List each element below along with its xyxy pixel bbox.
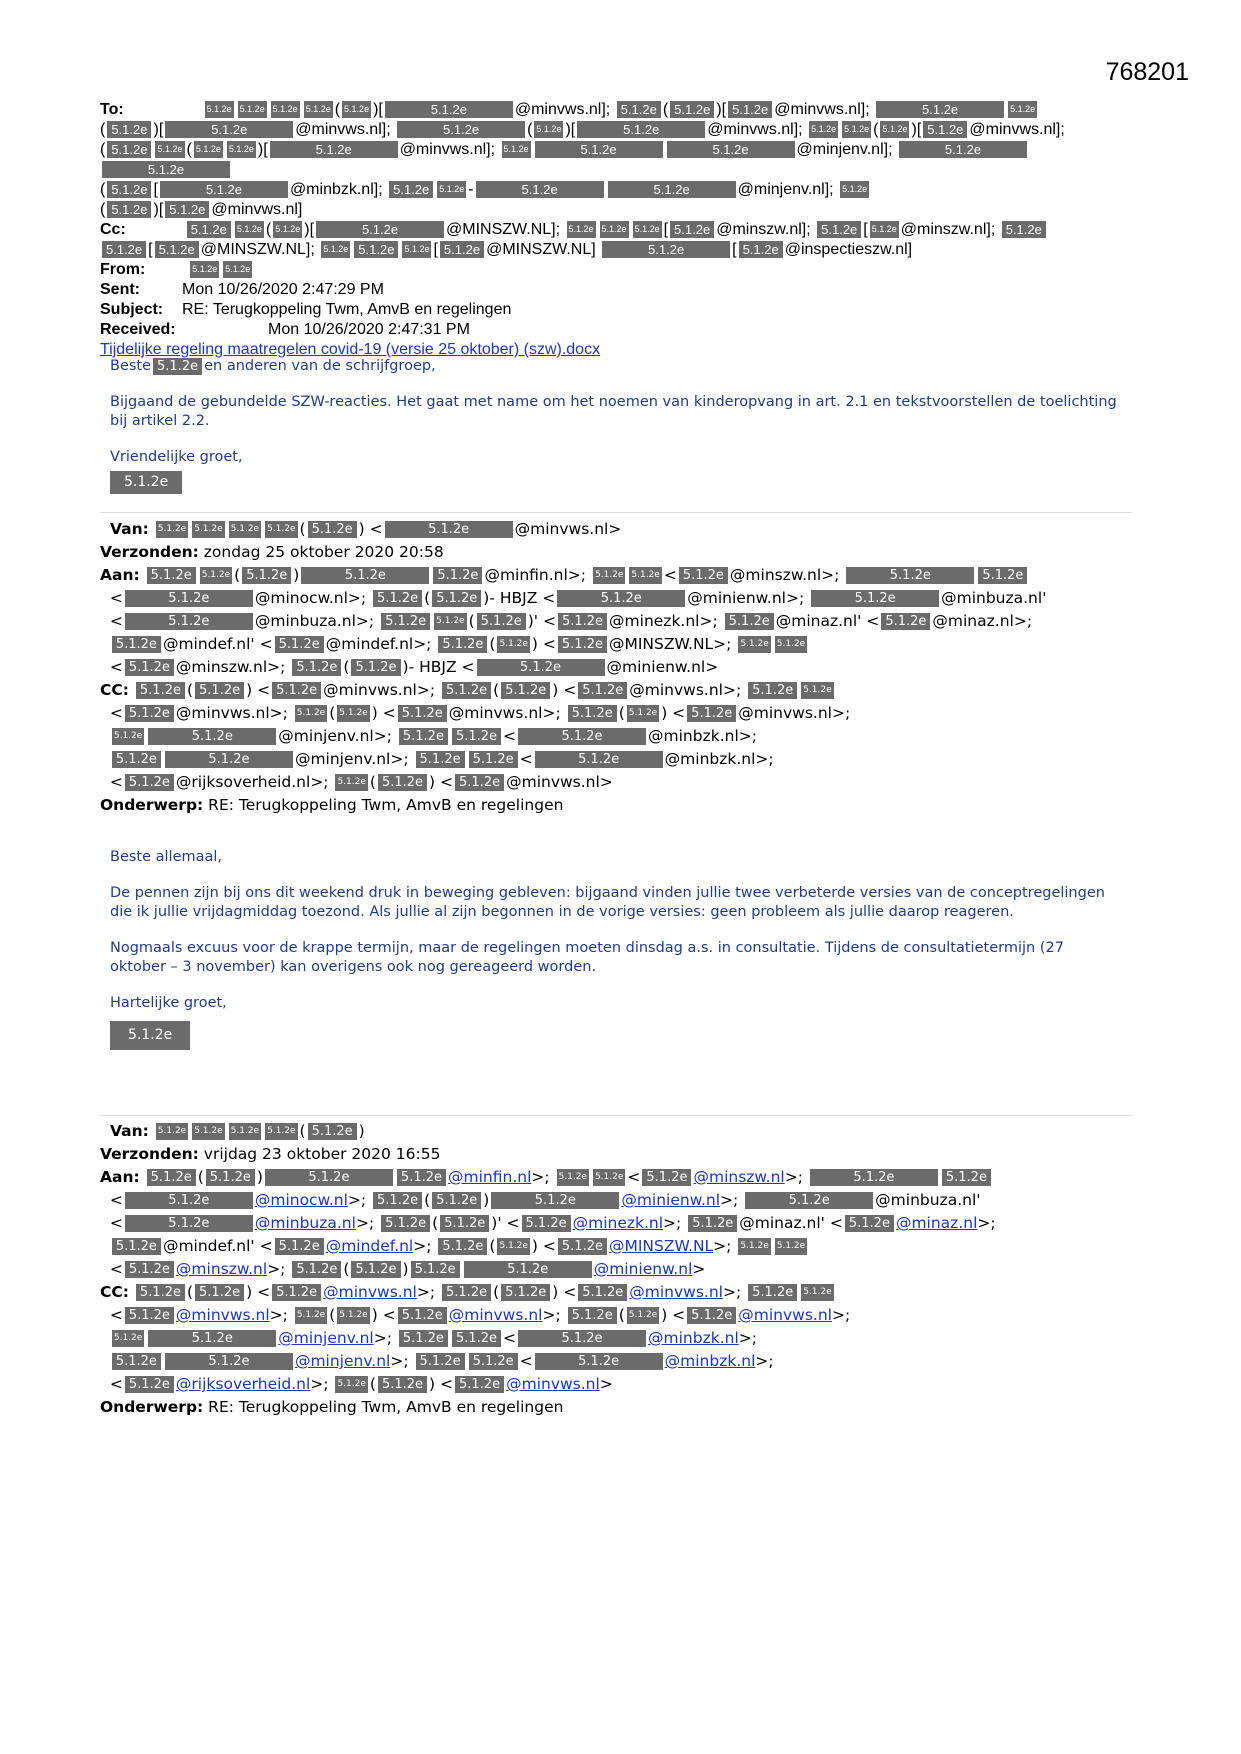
attachment-link[interactable]: Tijdelijke regeling maatregelen covid-19 (versie 25 oktober) (szw).docx	[100, 341, 601, 358]
message-1-body	[110, 357, 1120, 494]
email-header	[100, 100, 1125, 360]
cc-block: CC: 5.1.2e ( 5.1.2e ) < 5.1.2e @minvws.nl>; 5.1.2e ( 5.1.2e ) < 5.1.2e @minvws.nl>; 5.1.2e 5.1.2e < 5.1.2e @minvws.nl>; 5.1.2e ( 5.1.2e ) < 5.1.2e @minvws.nl>; 5.1.2e ( 5.1.2e ) < 5.1.2e @minvws.nl>; 5.1.2e 5.1.2e @minjenv.nl>; 5.1.2e 5.1.2e < 5.1.2e @minbzk.nl>; 5.1.2e 5.1.2e @minjenv.nl>; 5.1.2e 5.1.2e < 5.1.2e @minbzk.nl>; < 5.1.2e @rijksoverheid.nl>; 5.1.2e ( 5.1.2e ) < 5.1.2e @minvws.nl>	[100, 1283, 851, 1393]
email-link[interactable]: @minbuza.nl	[254, 1214, 356, 1232]
verzonden-line: Verzonden: zondag 25 oktober 2020 20:58	[100, 543, 444, 561]
email-link[interactable]: @minbzk.nl	[648, 1329, 739, 1347]
message-2-header	[100, 518, 1125, 817]
paragraph: Bijgaand de gebundelde SZW-reacties. Het gaat met name om het noemen van kinderopvang in art. 2.1 en tekstvoorstellen de toelichting bij artikel 2.2.	[110, 394, 1117, 429]
signature-redacted: 5.1.2e	[110, 471, 182, 494]
to-line: ( 5.1.2e )[ 5.1.2e @minvws.nl]; 5.1.2e ( 5.1.2e )[ 5.1.2e @minvws.nl]; 5.1.2e 5.1.2e ( 5.1.2e )[ 5.1.2e @minvws.nl];	[100, 121, 1065, 138]
email-link[interactable]: @minszw.nl	[175, 1260, 268, 1278]
divider	[100, 512, 1132, 513]
greeting: Beste 5.1.2e en anderen van de schrijfgroep,	[110, 358, 436, 374]
sent-line: Sent: Mon 10/26/2020 2:47:29 PM	[100, 281, 384, 298]
cc-line: 5.1.2e [ 5.1.2e @MINSZW.NL]; 5.1.2e 5.1.2e 5.1.2e [ 5.1.2e @MINSZW.NL] 5.1.2e [ 5.1.2e @inspectieszw.nl]	[100, 240, 1125, 260]
closing: Hartelijke groet,	[110, 995, 227, 1011]
email-link[interactable]: @minienw.nl	[593, 1260, 693, 1278]
divider	[100, 1115, 1132, 1116]
email-link[interactable]: @minvws.nl	[448, 1306, 543, 1324]
aan-block: Aan: 5.1.2e ( 5.1.2e ) 5.1.2e 5.1.2e @minfin.nl>; 5.1.2e 5.1.2e < 5.1.2e @minszw.nl>; 5.1.2e 5.1.2e < 5.1.2e @minocw.nl>; 5.1.2e ( 5.1.2e ) 5.1.2e @minienw.nl>; 5.1.2e @minbuza.nl' < 5.1.2e @minbuza.nl>; 5.1.2e ( 5.1.2e )' < 5.1.2e @minezk.nl>; 5.1.2e @minaz.nl' < 5.1.2e @minaz.nl>; 5.1.2e @mindef.nl' < 5.1.2e @mindef.nl>; 5.1.2e ( 5.1.2e ) < 5.1.2e @MINSZW.NL>; 5.1.2e 5.1.2e < 5.1.2e @minszw.nl>; 5.1.2e ( 5.1.2e ) 5.1.2e 5.1.2e @minienw.nl>	[100, 1168, 996, 1278]
cc-block: CC: 5.1.2e ( 5.1.2e ) < 5.1.2e @minvws.nl>; 5.1.2e ( 5.1.2e ) < 5.1.2e @minvws.nl>; 5.1.2e 5.1.2e < 5.1.2e @minvws.nl>; 5.1.2e ( 5.1.2e ) < 5.1.2e @minvws.nl>; 5.1.2e ( 5.1.2e ) < 5.1.2e @minvws.nl>; 5.1.2e 5.1.2e @minjenv.nl>; 5.1.2e 5.1.2e < 5.1.2e @minbzk.nl>; 5.1.2e 5.1.2e @minjenv.nl>; 5.1.2e 5.1.2e < 5.1.2e @minbzk.nl>; < 5.1.2e @rijksoverheid.nl>; 5.1.2e ( 5.1.2e ) < 5.1.2e @minvws.nl>	[100, 681, 851, 791]
subject-line: Subject: RE: Terugkoppeling Twm, AmvB en regelingen	[100, 301, 512, 318]
email-link[interactable]: @MINSZW.NL	[608, 1237, 714, 1255]
email-link[interactable]: @minbzk.nl	[664, 1352, 756, 1370]
van-line: Van: 5.1.2e 5.1.2e 5.1.2e 5.1.2e ( 5.1.2e )	[110, 1122, 365, 1140]
email-link[interactable]: @minszw.nl	[693, 1168, 785, 1186]
email-link[interactable]: @minocw.nl	[254, 1191, 348, 1209]
to-line: ( 5.1.2e )[ 5.1.2e @minvws.nl]	[100, 201, 303, 218]
signature-redacted: 5.1.2e	[110, 1021, 190, 1050]
verzonden-line: Verzonden: vrijdag 23 oktober 2020 16:55	[100, 1145, 441, 1163]
received-line: Received: Mon 10/26/2020 2:47:31 PM	[100, 321, 470, 338]
document-id: 768201	[1105, 58, 1189, 86]
email-link[interactable]: @minezk.nl	[572, 1214, 664, 1232]
van-line: Van: 5.1.2e 5.1.2e 5.1.2e 5.1.2e ( 5.1.2e ) < 5.1.2e @minvws.nl>	[110, 520, 622, 538]
cc-line: Cc: 5.1.2e 5.1.2e ( 5.1.2e )[ 5.1.2e @MINSZW.NL]; 5.1.2e 5.1.2e 5.1.2e [ 5.1.2e @minszw.nl]; 5.1.2e [ 5.1.2e @minszw.nl]; 5.1.2e	[100, 220, 1125, 240]
email-link[interactable]: @rijksoverheid.nl	[175, 1375, 311, 1393]
email-link[interactable]: @minjenv.nl	[278, 1329, 374, 1347]
from-line: From: 5.1.2e 5.1.2e	[100, 261, 251, 278]
closing: Vriendelijke groet,	[110, 449, 243, 465]
message-3-header	[100, 1120, 1125, 1419]
to-line: To: 5.1.2e 5.1.2e 5.1.2e 5.1.2e ( 5.1.2e )[ 5.1.2e @minvws.nl]; 5.1.2e ( 5.1.2e )[ 5.1.2e @minvws.nl]; 5.1.2e 5.1.2e	[100, 101, 1036, 118]
email-link[interactable]: @minvws.nl	[629, 1283, 723, 1301]
email-link[interactable]: @minfin.nl	[448, 1168, 532, 1186]
to-line: ( 5.1.2e 5.1.2e ( 5.1.2e 5.1.2e )[ 5.1.2e @minvws.nl]; 5.1.2e 5.1.2e 5.1.2e @minjenv.nl]; 5.1.2e5.1.2e	[100, 140, 1125, 180]
onderwerp-line: Onderwerp: RE: Terugkoppeling Twm, AmvB en regelingen	[100, 796, 564, 814]
email-link[interactable]: @minvws.nl	[175, 1306, 270, 1324]
aan-block: Aan: 5.1.2e 5.1.2e ( 5.1.2e ) 5.1.2e 5.1.2e @minfin.nl>; 5.1.2e 5.1.2e < 5.1.2e @minszw.nl>; 5.1.2e 5.1.2e < 5.1.2e @minocw.nl>; 5.1.2e ( 5.1.2e )- HBJZ < 5.1.2e @minienw.nl>; 5.1.2e @minbuza.nl' < 5.1.2e @minbuza.nl>; 5.1.2e 5.1.2e ( 5.1.2e )' < 5.1.2e @minezk.nl>; 5.1.2e @minaz.nl' < 5.1.2e @minaz.nl>; 5.1.2e @mindef.nl' < 5.1.2e @mindef.nl>; 5.1.2e ( 5.1.2e ) < 5.1.2e @MINSZW.NL>; 5.1.2e 5.1.2e < 5.1.2e @minszw.nl>; 5.1.2e ( 5.1.2e )- HBJZ < 5.1.2e @minienw.nl>	[100, 566, 1047, 676]
greeting: Beste allemaal,	[110, 849, 223, 865]
email-link[interactable]: @minvws.nl	[323, 1283, 417, 1301]
email-link[interactable]: @minjenv.nl	[294, 1352, 391, 1370]
email-link[interactable]: @minaz.nl	[895, 1214, 978, 1232]
message-2-body	[110, 848, 1120, 1050]
email-link[interactable]: @minvws.nl	[506, 1375, 600, 1393]
email-link[interactable]: @minienw.nl	[621, 1191, 721, 1209]
paragraph: Nogmaals excuus voor de krappe termijn, maar de regelingen moeten dinsdag a.s. in consultatie. Tijdens de consultatietermijn (27 oktober – 3 november) kan overigens ook nog gereageerd worden.	[110, 940, 1064, 975]
onderwerp-line: Onderwerp: RE: Terugkoppeling Twm, AmvB en regelingen	[100, 1398, 564, 1416]
email-link[interactable]: @mindef.nl	[325, 1237, 414, 1255]
email-link[interactable]: @minvws.nl	[738, 1306, 832, 1324]
to-line: ( 5.1.2e [ 5.1.2e @minbzk.nl]; 5.1.2e 5.1.2e - 5.1.2e 5.1.2e @minjenv.nl]; 5.1.2e	[100, 181, 868, 198]
paragraph: De pennen zijn bij ons dit weekend druk in beweging gebleven: bijgaand vinden jullie twee verbeterde versies van de conceptregelingen die ik jullie vrijdagmiddag toezond. Als jullie al zijn begonnen in de vorige versies: geen probleem als jullie daarop reageren.	[110, 885, 1105, 920]
